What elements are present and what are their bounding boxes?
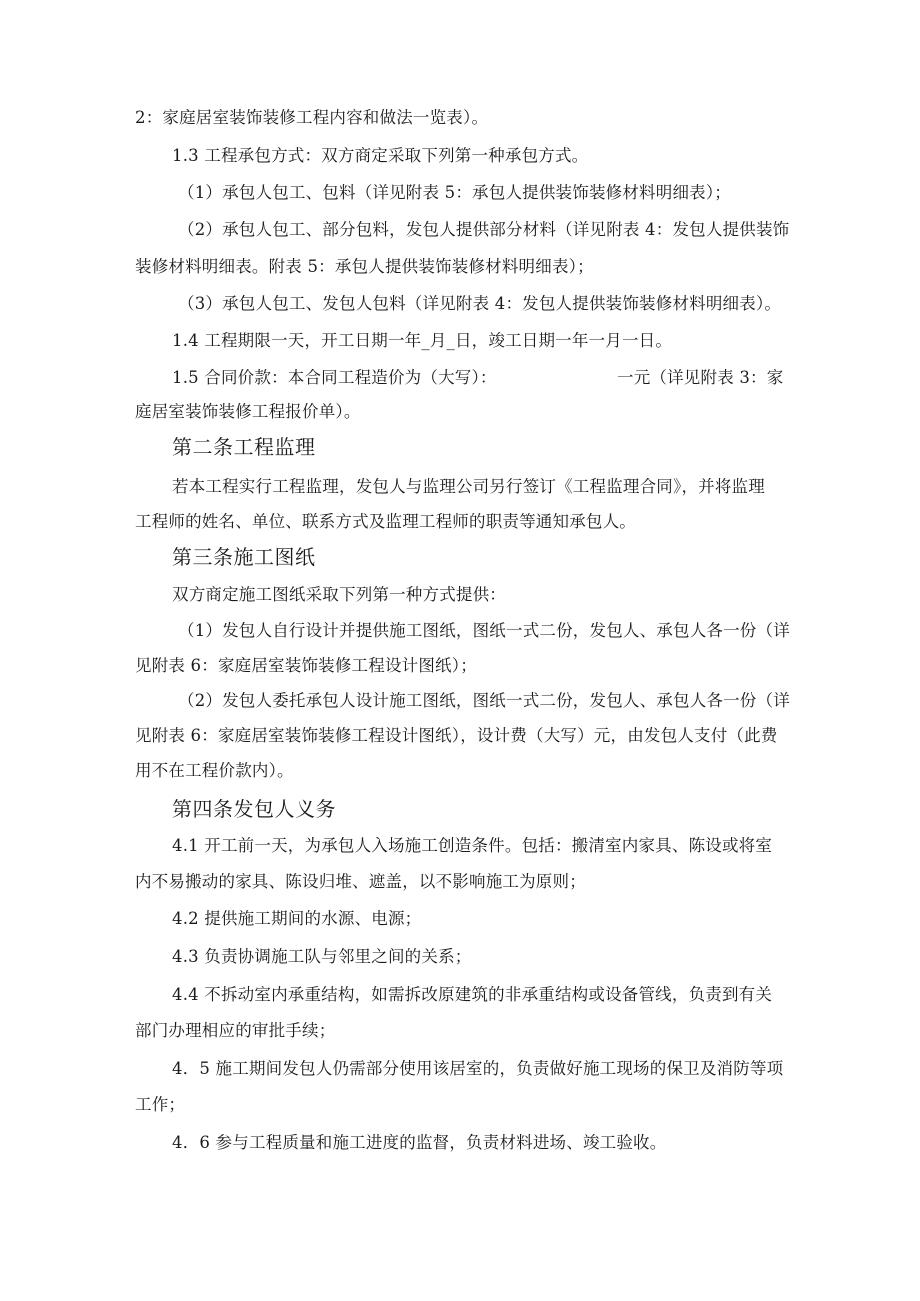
text-line: 4．5 施工期间发包人仍需部分使用该居室的，负责做好施工现场的保卫及消防等项	[172, 1059, 784, 1078]
section-heading: 第三条施工图纸	[172, 545, 316, 569]
text-line: 2：家庭居室装饰装修工程内容和做法一览表）。	[135, 108, 489, 127]
text-line: 4.2 提供施工期间的水源、电源；	[172, 909, 422, 928]
text-line: 见附表 6：家庭居室装饰装修工程设计图纸）；	[135, 656, 477, 675]
section-heading: 第四条发包人义务	[172, 797, 336, 821]
text-line: 4.1 开工前一天，为承包人入场施工创造条件。包括：搬清室内家具、陈设或将室	[172, 836, 773, 855]
text-line: 工程师的姓名、单位、联系方式及监理工程师的职责等通知承包人。	[135, 512, 636, 531]
text-line: 1.4 工程期限一天，开工日期一年_月_日，竣工日期一年一月一日。	[172, 331, 673, 350]
text-line: 见附表 6：家庭居室装饰装修工程设计图纸），设计费（大写）元，由发包人支付（此费	[135, 726, 778, 745]
text-line: （2）发包人委托承包人设计施工图纸，图纸一式二份，发包人、承包人各一份（详	[178, 691, 790, 710]
text-line: 部门办理相应的审批手续；	[135, 1021, 336, 1040]
text-line: 4.4 不拆动室内承重结构，如需拆改原建筑的非承重结构或设备管线，负责到有关	[172, 985, 773, 1004]
section-heading: 第二条工程监理	[172, 435, 316, 459]
text-line: 一元（详见附表 3：家	[617, 368, 784, 387]
text-line: 双方商定施工图纸采取下列第一种方式提供：	[172, 585, 506, 604]
text-line: （3）承包人包工、发包人包料（详见附表 4：发包人提供装饰装修材料明细表）。	[178, 294, 782, 313]
text-line: （2）承包人包工、部分包料，发包人提供部分材料（详见附表 4：发包人提供装饰	[178, 220, 790, 239]
text-line: 装修材料明细表。附表 5：承包人提供装饰装修材料明细表）；	[135, 257, 594, 276]
text-line: 4.3 负责协调施工队与邻里之间的关系；	[172, 947, 472, 966]
text-line: 1.5 合同价款：本合同工程造价为（大写）：	[172, 368, 497, 387]
text-line: 工作；	[135, 1095, 186, 1114]
text-line: 庭居室装饰装修工程报价单）。	[135, 402, 361, 421]
text-line: （1）承包人包工、包料（详见附表 5：承包人提供装饰装修材料明细表）；	[178, 183, 731, 202]
text-line: 若本工程实行工程监理，发包人与监理公司另行签订《工程监理合同》，并将监理	[172, 477, 765, 496]
text-line: （1）发包人自行设计并提供施工图纸，图纸一式二份，发包人、承包人各一份（详	[178, 621, 790, 640]
text-line: 用不在工程价款内）。	[135, 761, 294, 780]
text-line: 内不易搬动的家具、陈设归堆、遮盖，以不影响施工为原则；	[135, 872, 586, 891]
text-line: 1.3 工程承包方式：双方商定采取下列第一种承包方式。	[172, 146, 589, 165]
text-line: 4．6 参与工程质量和施工进度的监督，负责材料进场、竣工验收。	[172, 1133, 667, 1152]
